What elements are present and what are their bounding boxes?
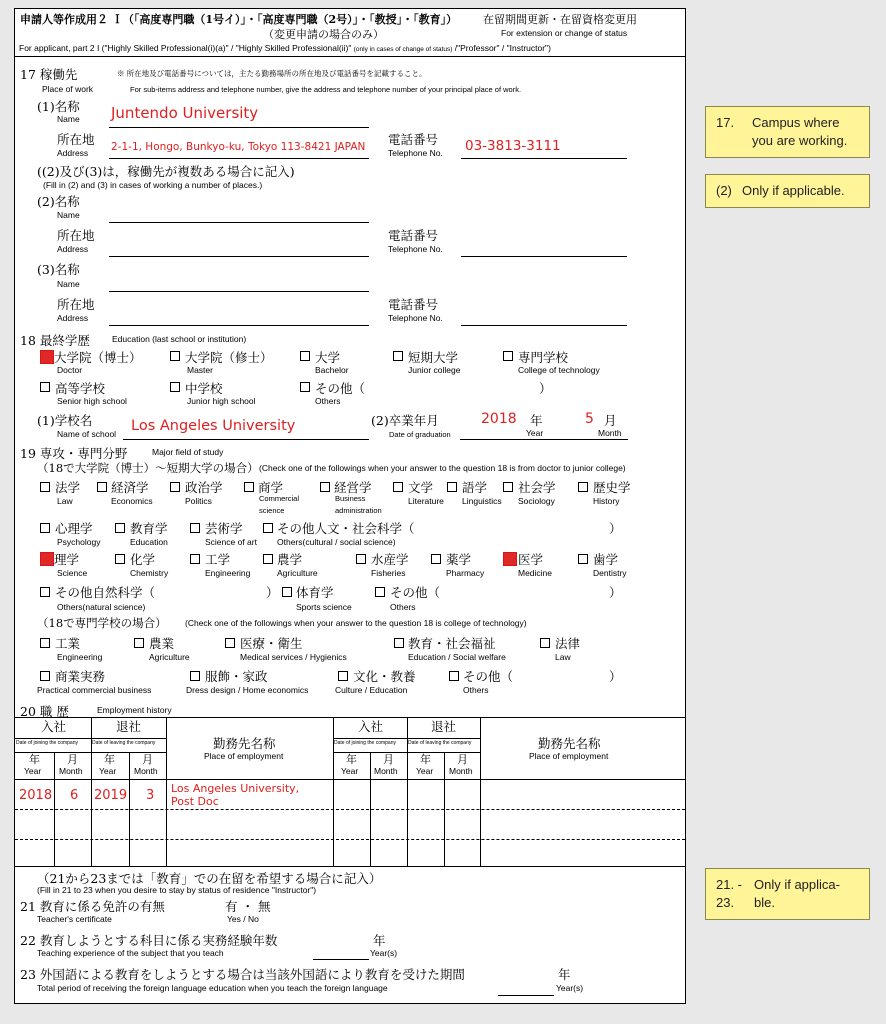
grad-label: (2)卒業年月: [371, 413, 439, 428]
s23-year-jp: 年: [558, 967, 571, 982]
multi-note-jp: ((2)及び(3)は，稼働先が複数ある場合に記入): [37, 164, 295, 179]
place-jp-left: 勤務先名称: [213, 736, 276, 751]
note-applicable: [705, 174, 870, 208]
field-business-en: Business: [335, 494, 366, 503]
leave-en-left: Date of leaving the company: [92, 740, 156, 746]
edu-others-en: Others: [315, 396, 341, 406]
edu-others-checkbox[interactable]: [300, 382, 310, 392]
leave-year-jp-right: 年: [420, 753, 431, 766]
note-applicable-num: (2): [716, 183, 732, 198]
vline-1: [54, 752, 55, 866]
s22-line[interactable]: [313, 959, 369, 960]
field-literature-checkbox[interactable]: [393, 482, 403, 492]
s19-sub1-jp: （18で大学院（博士）～短期大学の場合）: [37, 461, 259, 475]
vline-6: [370, 752, 371, 866]
edu-doctor-jp: 大学院（博士）: [54, 350, 142, 365]
s21-intro-en: (Fill in 21 to 23 when you desire to stay by status of residence "Instructor"): [37, 885, 317, 895]
s19-sub2-en: (Check one of the followings when your answer to the question 18 is college of technology): [185, 618, 527, 628]
tech-law-en: Law: [555, 652, 571, 662]
field-history-checkbox[interactable]: [578, 482, 588, 492]
phone1-label-en: Telephone No.: [388, 148, 443, 158]
tech-commerce-checkbox[interactable]: [40, 671, 50, 681]
tech-commerce-en: Practical commercial business: [37, 685, 152, 695]
edu-junior-college-checkbox[interactable]: [393, 351, 403, 361]
field-commercial-en: Commercial: [259, 494, 300, 503]
field-education-jp: 教育学: [130, 521, 168, 536]
field-others-jp: その他（: [390, 585, 441, 600]
s17-note-en: For sub-items address and telephone number, give the address and telephone number of your principal place of work.: [130, 85, 522, 94]
s19-sub1-en: (Check one of the followings when your answer to the question 18 is from doctor to junior college): [259, 463, 626, 473]
tech-welfare-en: Education / Social welfare: [408, 652, 506, 662]
field-law-en: Law: [57, 496, 73, 506]
edu-bachelor-jp: 大学: [315, 350, 341, 365]
tech-law-checkbox[interactable]: [540, 638, 550, 648]
s20-title: 20 職 歴: [20, 704, 69, 719]
s19-title: 19 専攻・専門分野: [20, 446, 128, 461]
edu-senior-high-en: Senior high school: [57, 396, 127, 406]
s17-title-en: Place of work: [42, 84, 94, 94]
edu-junior-college-en: Junior college: [408, 365, 461, 375]
s23-title: 23 外国語による教育をしようとする場合は当該外国語により教育を受けた期間: [20, 967, 465, 982]
field-other-natural-checkbox[interactable]: [40, 587, 50, 597]
join-month-jp-right: 月: [383, 753, 394, 766]
leave-month-jp-left: 月: [142, 753, 153, 766]
leave-year-en-left: Year: [99, 766, 117, 776]
name1-line: [109, 127, 369, 128]
join-year-en-left: Year: [24, 766, 42, 776]
tech-others-jp: その他（: [463, 669, 514, 684]
grad-month-jp: 月: [604, 413, 617, 428]
field-politics-checkbox[interactable]: [170, 482, 180, 492]
field-pharmacy-jp: 薬学: [446, 552, 472, 567]
status-en: For extension or change of status: [501, 28, 628, 38]
phone1-line: [461, 158, 627, 159]
table-row-divider-2: [15, 839, 685, 840]
leave-month-jp-right: 月: [457, 753, 468, 766]
join-year-en-right: Year: [341, 766, 359, 776]
note-teaching: [705, 868, 870, 920]
field-economics-en: Economics: [111, 496, 153, 506]
field-literature-en: Literature: [408, 496, 444, 506]
row1-place-line2[interactable]: Post Doc: [171, 795, 219, 808]
field-education-en: Education: [130, 537, 168, 547]
tech-medical-checkbox[interactable]: [225, 638, 235, 648]
tech-others-close: ）: [609, 669, 622, 684]
field-art-checkbox[interactable]: [190, 523, 200, 533]
field-other-natural-jp: その他自然科学（: [55, 585, 156, 600]
tech-commerce-jp: 商業実務: [55, 669, 106, 684]
school-line: [123, 439, 369, 440]
field-pharmacy-checkbox[interactable]: [431, 554, 441, 564]
field-dentistry-jp: 歯学: [593, 552, 619, 567]
field-science-en: Science: [57, 568, 88, 578]
note-campus-text2: you are working.: [752, 133, 848, 148]
s22-year-en: Year(s): [370, 948, 398, 958]
tech-engineering-checkbox[interactable]: [40, 638, 50, 648]
field-art-en: Science of art: [205, 537, 257, 547]
vline-9: [480, 717, 481, 866]
field-sports-jp: 体育学: [296, 585, 334, 600]
tech-dress-jp: 服飾・家政: [205, 669, 268, 684]
note-applicable-text: Only if applicable.: [742, 183, 845, 198]
field-dentistry-checkbox[interactable]: [578, 554, 588, 564]
leave-en-right: Date of leaving the company: [408, 740, 472, 746]
tech-law-jp: 法律: [555, 636, 581, 651]
phone2-label-en: Telephone No.: [388, 244, 443, 254]
field-psychology-en: Psychology: [57, 537, 101, 547]
field-fisheries-en: Fisheries: [371, 568, 406, 578]
tech-engineering-jp: 工業: [55, 636, 81, 651]
tech-welfare-checkbox[interactable]: [394, 638, 404, 648]
address2-label-en: Address: [57, 244, 89, 254]
grad-month-en: Month: [598, 428, 622, 438]
row1-place-line1[interactable]: Los Angeles University,: [171, 782, 300, 795]
grad-year-en: Year: [526, 428, 544, 438]
form-subtitle-en: For applicant, part 2 I ("Highly Skilled Professional(i)(a)" / "Highly Skilled Professional(ii)" (only in cases of change of status) /"Professor" / "Instructor"): [19, 43, 551, 53]
phone3-label: 電話番号: [388, 297, 439, 312]
name3-label-en: Name: [57, 279, 80, 289]
tech-others-checkbox[interactable]: [449, 671, 459, 681]
grad-label-en: Date of graduation: [389, 430, 451, 439]
note-campus-num: 17.: [716, 115, 735, 130]
s17-title: 17 稼働先: [20, 67, 78, 82]
s17-note-jp: ※ 所在地及び電話番号については，主たる勤務場所の所在地及び電話番号を記載すること。: [117, 69, 427, 78]
field-literature-jp: 文学: [408, 480, 434, 495]
name2-line: [109, 222, 369, 223]
join-year-jp-left: 年: [29, 753, 40, 766]
leave-year-en-right: Year: [416, 766, 434, 776]
phone3-line: [461, 325, 627, 326]
edu-junior-college-jp: 短期大学: [408, 350, 459, 365]
multi-note-en: (Fill in (2) and (3) in cases of working a number of places.): [43, 180, 263, 190]
table-row-divider-1: [15, 809, 685, 810]
place-jp-right: 勤務先名称: [538, 736, 601, 751]
field-agriculture-jp: 農学: [277, 552, 303, 567]
field-economics-jp: 経済学: [111, 480, 149, 495]
field-other-humanities-close: ）: [609, 521, 622, 536]
name1-label-en: Name: [57, 114, 80, 124]
join-en-right: Date of joining the company: [334, 740, 396, 746]
field-engineering-jp: 工学: [205, 552, 231, 567]
s19-sub2-jp: （18で専門学校の場合）: [37, 616, 167, 630]
tech-agriculture-en: Agriculture: [149, 652, 190, 662]
address1-value[interactable]: 2-1-1, Hongo, Bunkyo-ku, Tokyo 113-8421 JAPAN: [111, 141, 366, 153]
edu-master-checkbox[interactable]: [170, 351, 180, 361]
field-science-jp: 理学: [54, 552, 80, 567]
field-linguistics-jp: 語学: [462, 480, 488, 495]
field-history-jp: 歴史学: [593, 480, 631, 495]
tech-medical-en: Medical services / Hygienics: [240, 652, 347, 662]
leave-month-en-left: Month: [134, 766, 158, 776]
s21-intro-jp: （21から23までは「教育」での在留を希望する場合に記入）: [37, 871, 382, 886]
tech-dress-en: Dress design / Home economics: [186, 685, 309, 695]
table-header-bottom-line: [15, 779, 685, 780]
field-other-humanities-checkbox[interactable]: [263, 523, 273, 533]
field-others-close: ）: [609, 585, 622, 600]
tech-engineering-en: Engineering: [57, 652, 103, 662]
join-month-en-right: Month: [374, 766, 398, 776]
name1-label: (1)名称: [37, 99, 80, 114]
phone1-value[interactable]: 03-3813-3111: [465, 138, 561, 154]
name3-line: [109, 291, 369, 292]
edu-master-jp: 大学院（修士）: [185, 350, 273, 365]
change-only-jp: （変更申請の場合のみ）: [263, 28, 384, 41]
field-other-natural-close: ）: [266, 585, 279, 600]
address3-line: [109, 325, 369, 326]
field-others-checkbox[interactable]: [375, 587, 385, 597]
address1-label-en: Address: [57, 148, 89, 158]
s23-year-en: Year(s): [556, 983, 584, 993]
field-chemistry-checkbox[interactable]: [115, 554, 125, 564]
address3-label: 所在地: [57, 297, 95, 312]
edu-master-en: Master: [187, 365, 213, 375]
name1-value[interactable]: Juntendo University: [111, 104, 259, 122]
field-others-en: Others: [390, 602, 416, 612]
s21-yesno-en: Yes / No: [227, 914, 259, 924]
edu-junior-high-checkbox[interactable]: [170, 382, 180, 392]
edu-college-tech-jp: 専門学校: [518, 350, 569, 365]
field-commercial-en2: science: [259, 506, 285, 515]
field-fisheries-checkbox[interactable]: [356, 554, 366, 564]
field-other-humanities-jp: その他人文・社会科学（: [277, 521, 415, 536]
tech-welfare-jp: 教育・社会福祉: [408, 636, 496, 651]
field-sports-en: Sports science: [296, 602, 352, 612]
s18-title-en: Education (last school or institution): [112, 334, 247, 344]
edu-junior-high-en: Junior high school: [187, 396, 256, 406]
note-teaching-num2: 23.: [716, 895, 735, 910]
s20-title-en: Employment history: [97, 705, 172, 715]
field-agriculture-checkbox[interactable]: [263, 554, 273, 564]
phone3-label-en: Telephone No.: [388, 313, 443, 323]
field-business-en2: administration: [335, 506, 382, 515]
field-business-checkbox[interactable]: [320, 482, 330, 492]
school-label: (1)学校名: [37, 413, 93, 428]
address2-line: [109, 256, 369, 257]
s19-title-en: Major field of study: [152, 447, 224, 457]
field-commercial-checkbox[interactable]: [244, 482, 254, 492]
tech-agriculture-jp: 農業: [149, 636, 175, 651]
join-year-jp-right: 年: [346, 753, 357, 766]
field-other-humanities-en: Others(cultural / social science): [277, 537, 396, 547]
tech-agriculture-checkbox[interactable]: [134, 638, 144, 648]
edu-bachelor-checkbox[interactable]: [300, 351, 310, 361]
edu-others-jp: その他（: [315, 381, 366, 396]
note-teaching-text1: Only if applica-: [754, 877, 840, 892]
s18-title: 18 最終学歴: [20, 333, 90, 348]
tech-medical-jp: 医療・衛生: [240, 636, 303, 651]
note-teaching-text2: ble.: [754, 895, 775, 910]
field-other-natural-en: Others(natural science): [57, 602, 146, 612]
field-chemistry-jp: 化学: [130, 552, 156, 567]
leave-jp-left: 退社: [116, 719, 142, 734]
field-history-en: History: [593, 496, 620, 506]
edu-doctor-checkbox[interactable]: [40, 350, 54, 364]
place-en-left: Place of employment: [204, 751, 284, 761]
field-pharmacy-en: Pharmacy: [446, 568, 485, 578]
s23-line[interactable]: [498, 995, 554, 996]
s22-title-en: Teaching experience of the subject that you teach: [37, 948, 224, 958]
grad-year-value[interactable]: 2018: [481, 411, 517, 427]
join-month-jp-left: 月: [67, 753, 78, 766]
join-en-left: Date of joining the company: [16, 740, 78, 746]
field-law-checkbox[interactable]: [40, 482, 50, 492]
join-jp-right: 入社: [358, 719, 384, 734]
vline-3: [129, 752, 130, 866]
edu-others-close: ）: [539, 381, 552, 396]
tech-culture-checkbox[interactable]: [338, 671, 348, 681]
field-fisheries-jp: 水産学: [371, 552, 409, 567]
edu-senior-high-jp: 高等学校: [55, 381, 106, 396]
leave-month-en-right: Month: [449, 766, 473, 776]
form-title: 申請人等作成用２ Ｉ（「高度専門職（1号イ）」・「高度専門職（2号）」・「教授」・「教育」）: [20, 13, 458, 26]
row1-join-month[interactable]: 6: [70, 788, 79, 803]
field-sociology-checkbox[interactable]: [503, 482, 513, 492]
field-medicine-jp: 医学: [518, 552, 544, 567]
phone2-line: [461, 256, 627, 257]
vline-4: [166, 717, 167, 866]
name3-label: (3)名称: [37, 262, 80, 277]
tech-others-en: Others: [463, 685, 489, 695]
phone2-label: 電話番号: [388, 228, 439, 243]
tech-dress-checkbox[interactable]: [190, 671, 200, 681]
field-agriculture-en: Agriculture: [277, 568, 318, 578]
row1-leave-year[interactable]: 2019: [94, 788, 128, 803]
field-linguistics-checkbox[interactable]: [447, 482, 457, 492]
address1-label: 所在地: [57, 132, 95, 147]
field-science-checkbox[interactable]: [40, 552, 54, 566]
grad-year-jp: 年: [530, 413, 543, 428]
grad-month-value[interactable]: 5: [585, 411, 594, 427]
join-month-en-left: Month: [59, 766, 83, 776]
field-law-jp: 法学: [55, 480, 81, 495]
place-en-right: Place of employment: [529, 751, 609, 761]
row1-leave-month[interactable]: 3: [146, 788, 155, 803]
edu-college-tech-en: College of technology: [518, 365, 600, 375]
address3-label-en: Address: [57, 313, 89, 323]
phone1-label: 電話番号: [388, 132, 439, 147]
field-linguistics-en: Linguistics: [462, 496, 502, 506]
field-politics-en: Politics: [185, 496, 212, 506]
s21-title-en: Teacher's certificate: [37, 914, 112, 924]
note-campus-text1: Campus where: [752, 115, 840, 130]
address2-label: 所在地: [57, 228, 95, 243]
tech-culture-jp: 文化・教養: [353, 669, 416, 684]
field-dentistry-en: Dentistry: [593, 568, 627, 578]
application-form-page: [14, 8, 686, 1004]
field-economics-checkbox[interactable]: [97, 482, 107, 492]
table-bottom-line: [15, 866, 685, 867]
s21-title: 21 教育に係る免許の有無: [20, 899, 165, 914]
field-sports-checkbox[interactable]: [282, 587, 292, 597]
school-value[interactable]: Los Angeles University: [131, 418, 296, 434]
leave-jp-right: 退社: [431, 719, 457, 734]
header-divider: [15, 56, 685, 57]
s22-title: 22 教育しようとする科目に係る実務経験年数: [20, 933, 278, 948]
field-business-jp: 経営学: [334, 480, 372, 495]
note-campus: [705, 106, 870, 158]
note-teaching-num1: 21. -: [716, 877, 743, 892]
join-jp-left: 入社: [41, 719, 67, 734]
field-engineering-checkbox[interactable]: [190, 554, 200, 564]
field-psychology-jp: 心理学: [55, 521, 93, 536]
vline-8: [444, 752, 445, 866]
school-label-en: Name of school: [57, 429, 117, 439]
edu-college-tech-checkbox[interactable]: [503, 351, 513, 361]
field-psychology-checkbox[interactable]: [40, 523, 50, 533]
s21-yesno-jp[interactable]: 有 ・ 無: [225, 899, 271, 914]
grad-line: [460, 439, 628, 440]
name2-label-en: Name: [57, 210, 80, 220]
field-sociology-jp: 社会学: [518, 480, 556, 495]
field-education-checkbox[interactable]: [115, 523, 125, 533]
edu-senior-high-checkbox[interactable]: [40, 382, 50, 392]
field-medicine-checkbox[interactable]: [503, 552, 517, 566]
address1-line: [109, 158, 369, 159]
field-politics-jp: 政治学: [185, 480, 223, 495]
tech-culture-en: Culture / Education: [335, 685, 408, 695]
s23-title-en: Total period of receiving the foreign language education when you teach the foreign language: [37, 983, 388, 993]
row1-join-year[interactable]: 2018: [19, 788, 53, 803]
field-medicine-en: Medicine: [518, 568, 553, 578]
field-commercial-jp: 商学: [258, 480, 284, 495]
name2-label: (2)名称: [37, 194, 80, 209]
edu-doctor-en: Doctor: [57, 365, 83, 375]
field-art-jp: 芸術学: [205, 521, 243, 536]
s22-year-jp: 年: [373, 933, 386, 948]
leave-year-jp-left: 年: [104, 753, 115, 766]
field-sociology-en: Sociology: [518, 496, 555, 506]
field-chemistry-en: Chemistry: [130, 568, 169, 578]
field-engineering-en: Engineering: [205, 568, 251, 578]
status-jp: 在留期間更新・在留資格変更用: [483, 13, 637, 26]
edu-junior-high-jp: 中学校: [185, 381, 223, 396]
edu-bachelor-en: Bachelor: [315, 365, 349, 375]
